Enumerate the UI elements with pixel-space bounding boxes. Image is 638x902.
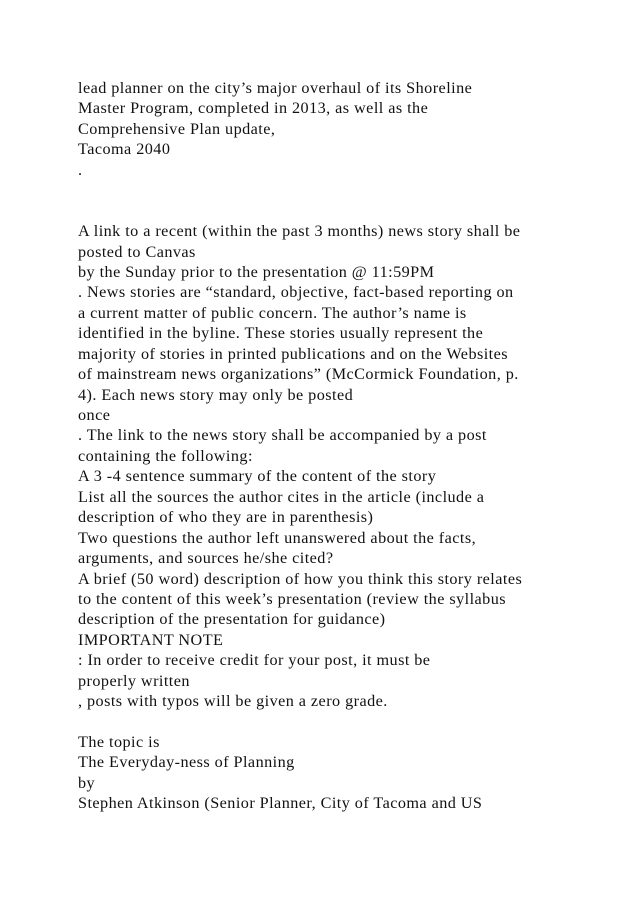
text-line: containing the following: (78, 446, 253, 465)
text-line: Tacoma 2040 (78, 140, 171, 159)
text-line: , posts with typos will be given a zero grade. (78, 692, 388, 711)
text-line: posted to Canvas (78, 242, 196, 261)
text-line: by the Sunday prior to the presentation @ 11:59PM (78, 262, 435, 281)
text-line: properly written (78, 671, 190, 690)
text-line: A brief (50 word) description of how you think this story relates (78, 569, 523, 588)
text-line: 4). Each news story may only be posted (78, 385, 354, 404)
text-line: by (78, 773, 96, 792)
text-line: IMPORTANT NOTE (78, 630, 224, 649)
text-line: to the content of this week’s presentation (review the syllabus (78, 589, 506, 608)
text-line: . News stories are “standard, objective, fact-based reporting on (78, 283, 514, 302)
text-line: Stephen Atkinson (Senior Planner, City of Tacoma and US (78, 794, 483, 813)
text-line: identified in the byline. These stories usually represent the (78, 324, 484, 343)
text-line: description of who they are in parenthesis) (78, 508, 374, 527)
text-line: : In order to receive credit for your post, it must be (78, 651, 431, 670)
text-line: description of the presentation for guidance) (78, 610, 386, 629)
text-line: Comprehensive Plan update, (78, 119, 276, 138)
text-line: Two questions the author left unanswered about the facts, (78, 528, 477, 547)
text-line: . The link to the news story shall be accompanied by a post (78, 426, 487, 445)
text-line: once (78, 406, 111, 424)
text-line: A link to a recent (within the past 3 months) news story shall be (78, 222, 521, 241)
text-line: A 3 -4 sentence summary of the content of the story (78, 467, 437, 486)
text-line: The Everyday-ness of Planning (78, 753, 295, 772)
document-body (78, 78, 618, 814)
text-line: Master Program, completed in 2013, as well as the (78, 99, 429, 118)
text-line: lead planner on the city’s major overhaul of its Shoreline (78, 79, 473, 97)
blank-line (78, 180, 618, 200)
text-line: majority of stories in printed publications and on the Websites (78, 344, 509, 363)
text-line: List all the sources the author cites in the article (include a (78, 487, 485, 506)
blank-line (78, 712, 618, 732)
text-line: a current matter of public concern. The author’s name is (78, 303, 467, 322)
text-line: The topic is (78, 733, 160, 751)
text-line: . (78, 160, 83, 179)
text-line: of mainstream news organizations” (McCormick Foundation, p. (78, 365, 519, 384)
blank-line (78, 201, 618, 221)
text-line: arguments, and sources he/she cited? (78, 549, 334, 568)
